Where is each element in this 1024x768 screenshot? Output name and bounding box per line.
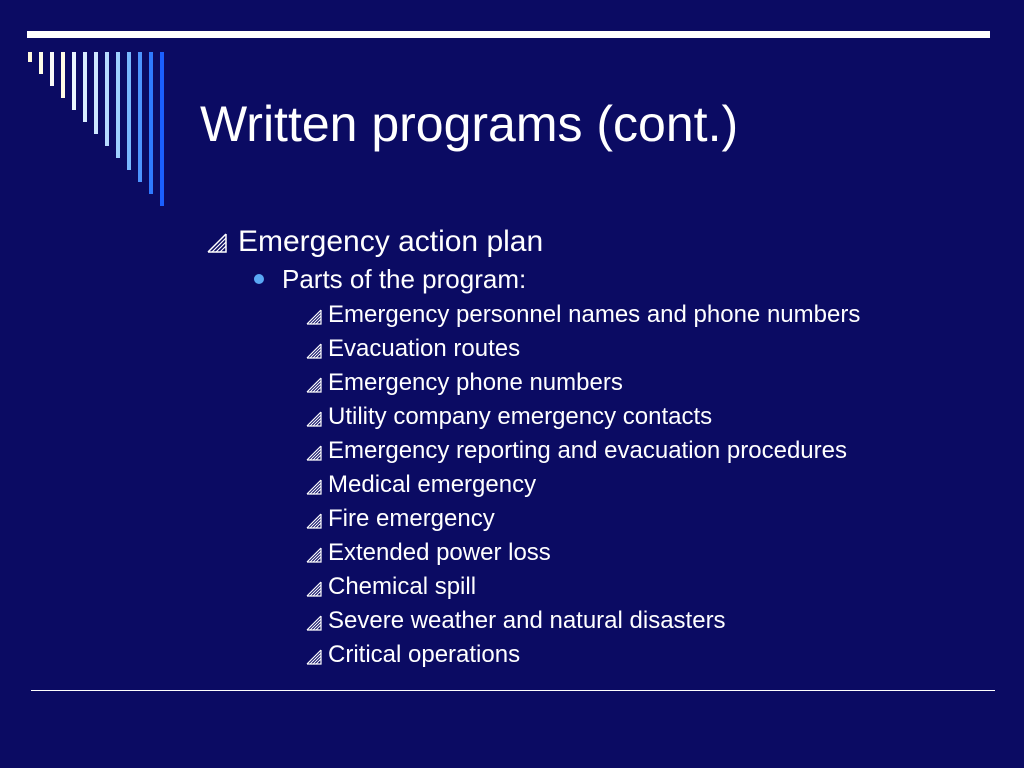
decorative-bar xyxy=(138,52,142,182)
hatched-triangle-bullet-icon xyxy=(306,479,322,495)
list-item-text: Evacuation routes xyxy=(328,335,521,362)
hatched-triangle-bullet-icon xyxy=(306,309,322,325)
list-item-text: Fire emergency xyxy=(328,505,495,532)
list-item-text: Extended power loss xyxy=(328,539,551,566)
list-item-text: Severe weather and natural disasters xyxy=(328,607,726,634)
list-item-text: Chemical spill xyxy=(328,573,477,600)
bullet-level1-text: Emergency action plan xyxy=(238,225,544,258)
hatched-triangle-bullet-icon xyxy=(306,581,322,597)
bottom-rule xyxy=(31,690,995,691)
list-item-text: Utility company emergency contacts xyxy=(328,403,713,430)
decorative-bar xyxy=(39,52,43,74)
decorative-bar xyxy=(83,52,87,122)
decorative-bar xyxy=(72,52,76,110)
list-item-text: Medical emergency xyxy=(328,471,537,498)
hatched-triangle-bullet-icon xyxy=(306,547,322,563)
hatched-triangle-bullet-icon xyxy=(306,615,322,631)
decorative-bar-cluster xyxy=(0,0,180,220)
decorative-bar xyxy=(61,52,65,98)
list-item-text: Critical operations xyxy=(328,641,521,668)
decorative-bar xyxy=(105,52,109,146)
list-item-text: Emergency phone numbers xyxy=(328,369,623,396)
hatched-triangle-bullet-icon xyxy=(306,513,322,529)
decorative-bar xyxy=(149,52,153,194)
round-bullet-icon xyxy=(254,274,264,284)
decorative-bar xyxy=(116,52,120,158)
hatched-triangle-bullet-icon xyxy=(306,445,322,461)
hatched-triangle-bullet-icon xyxy=(306,343,322,359)
decorative-bar xyxy=(50,52,54,86)
hatched-triangle-bullet-icon xyxy=(306,411,322,427)
slide-title: Written programs (cont.) xyxy=(200,96,739,152)
hatched-triangle-bullet-icon xyxy=(306,377,322,393)
hatched-triangle-bullet-icon xyxy=(206,232,230,254)
list-item-text: Emergency personnel names and phone numbers xyxy=(328,301,861,328)
bullet-level2-text: Parts of the program: xyxy=(282,264,527,294)
decorative-bar xyxy=(94,52,98,134)
decorative-bar xyxy=(160,52,164,206)
decorative-bar xyxy=(127,52,131,170)
hatched-triangle-bullet-icon xyxy=(306,649,322,665)
decorative-bar xyxy=(28,52,32,62)
list-item-text: Emergency reporting and evacuation procedures xyxy=(328,437,847,464)
